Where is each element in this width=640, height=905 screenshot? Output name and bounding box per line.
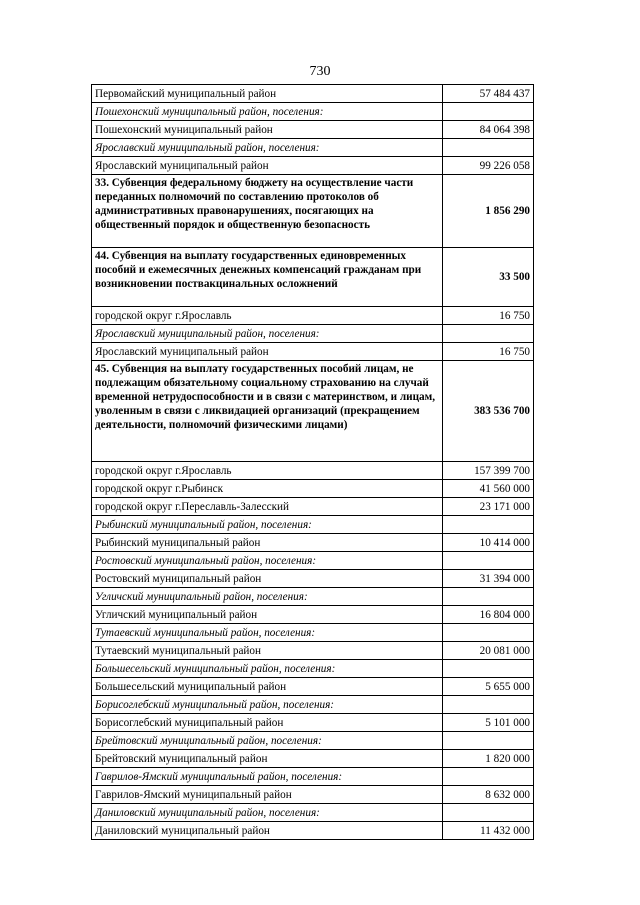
group-header-row [92,552,534,570]
row-amount [443,696,534,714]
section-row [92,248,534,307]
row-name: Брейтовский муниципальный район, поселения: [92,732,443,750]
row-amount: 16 750 [443,343,534,361]
table-row [92,714,534,732]
row-amount [443,103,534,121]
row-amount [443,516,534,534]
row-amount [443,732,534,750]
row-name: Гаврилов-Ямский муниципальный район, поселения: [92,768,443,786]
row-name: 45. Субвенция на выплату государственных пособий лицам, не подлежащим обязательному социальному страхованию на случай временной нетрудоспособности и в связи с материнством, и лицам, уволенным в связи с ликвидацией организаций (прекращением деятельности, полномочий физическими лицами) [92,361,443,462]
row-amount: 16 804 000 [443,606,534,624]
row-amount [443,552,534,570]
row-name: Ярославский муниципальный район, поселения: [92,139,443,157]
page-number: 730 [309,64,331,79]
table-row [92,678,534,696]
row-name: городской округ г.Ярославль [92,462,443,480]
row-amount [443,588,534,606]
section-row [92,175,534,248]
table-row [92,570,534,588]
table-row [92,534,534,552]
table-row [92,750,534,768]
row-amount: 383 536 700 [443,361,534,462]
group-header-row [92,588,534,606]
row-name: Угличский муниципальный район, поселения: [92,588,443,606]
row-amount: 41 560 000 [443,480,534,498]
section-row [92,361,534,462]
row-name: 33. Субвенция федеральному бюджету на осуществление части переданных полномочий по составлению протоколов об административных правонарушениях, посягающих на общественный порядок и общественную безопасность [92,175,443,248]
table-row [92,85,534,103]
row-name: городской округ г.Переславль-Залесский [92,498,443,516]
row-name: Большесельский муниципальный район, поселения: [92,660,443,678]
group-header-row [92,103,534,121]
row-amount: 8 632 000 [443,786,534,804]
budget-table [91,84,534,840]
group-header-row [92,624,534,642]
row-name: Пошехонский муниципальный район [92,121,443,139]
row-amount: 16 750 [443,307,534,325]
table-row [92,498,534,516]
row-name: Брейтовский муниципальный район [92,750,443,768]
row-name: Тутаевский муниципальный район [92,642,443,660]
row-amount [443,139,534,157]
row-amount [443,768,534,786]
row-name: Ростовский муниципальный район, поселения: [92,552,443,570]
group-header-row [92,139,534,157]
row-name: Борисоглебский муниципальный район, поселения: [92,696,443,714]
row-name: Гаврилов-Ямский муниципальный район [92,786,443,804]
row-amount: 84 064 398 [443,121,534,139]
row-name: Рыбинский муниципальный район, поселения: [92,516,443,534]
row-name: 44. Субвенция на выплату государственных единовременных пособий и ежемесячных денежных компенсаций гражданам при возникновении поствакцинальных осложнений [92,248,443,307]
row-amount: 1 856 290 [443,175,534,248]
row-name: городской округ г.Ярославль [92,307,443,325]
row-amount: 33 500 [443,248,534,307]
row-name: Тутаевский муниципальный район, поселения: [92,624,443,642]
table-row [92,786,534,804]
table-row [92,480,534,498]
group-header-row [92,516,534,534]
table-row [92,157,534,175]
row-amount: 1 820 000 [443,750,534,768]
row-name: Ярославский муниципальный район, поселения: [92,325,443,343]
group-header-row [92,804,534,822]
row-amount: 5 655 000 [443,678,534,696]
row-amount [443,804,534,822]
row-name: Первомайский муниципальный район [92,85,443,103]
row-amount: 57 484 437 [443,85,534,103]
row-name: Рыбинский муниципальный район [92,534,443,552]
row-amount: 99 226 058 [443,157,534,175]
row-name: Ярославский муниципальный район [92,343,443,361]
row-amount: 23 171 000 [443,498,534,516]
row-amount: 31 394 000 [443,570,534,588]
table-row [92,343,534,361]
budget-table-body [92,85,534,840]
group-header-row [92,696,534,714]
row-amount: 10 414 000 [443,534,534,552]
row-name: Борисоглебский муниципальный район [92,714,443,732]
row-name: Ростовский муниципальный район [92,570,443,588]
group-header-row [92,732,534,750]
row-name: Угличский муниципальный район [92,606,443,624]
row-name: Большесельский муниципальный район [92,678,443,696]
row-name: Ярославский муниципальный район [92,157,443,175]
row-name: Даниловский муниципальный район, поселения: [92,804,443,822]
group-header-row [92,768,534,786]
row-amount [443,660,534,678]
row-amount: 11 432 000 [443,822,534,840]
row-amount [443,624,534,642]
table-row [92,462,534,480]
table-row [92,642,534,660]
row-amount [443,325,534,343]
row-amount: 20 081 000 [443,642,534,660]
table-row [92,606,534,624]
row-name: Даниловский муниципальный район [92,822,443,840]
row-amount: 157 399 700 [443,462,534,480]
row-amount: 5 101 000 [443,714,534,732]
group-header-row [92,660,534,678]
group-header-row [92,325,534,343]
row-name: городской округ г.Рыбинск [92,480,443,498]
table-row [92,121,534,139]
table-row [92,822,534,840]
table-row [92,307,534,325]
row-name: Пошехонский муниципальный район, поселения: [92,103,443,121]
